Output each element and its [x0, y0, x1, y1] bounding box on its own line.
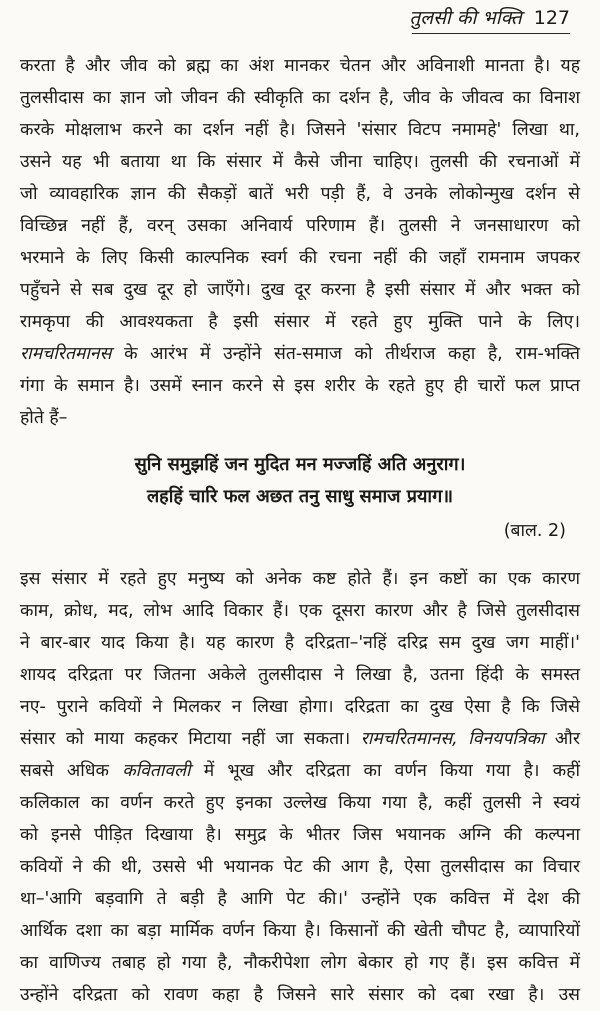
line-text: उन्होंने दरिद्रता को रावण कहा है जिसने सारे संसार को दबा रखा है। उस [20, 985, 580, 1005]
line-text: काम, क्रोध, मद, लोभ आदि विकार हैं। एक दूसरा कारण और है जिसे तुलसीदास [20, 601, 580, 621]
line-text: पहुँचने से सब दुख दूर हो जाएँगे। दुख दूर करना है इसी संसार में और भक्त को [20, 280, 580, 300]
line-text: रामकृपा की आवश्यकता है इसी संसार में रहते हुए मुक्ति पाने के लिए। [20, 312, 580, 332]
paragraph2-line-8 [20, 787, 580, 819]
paragraph2-line-11 [20, 883, 580, 915]
paragraph2-line-3 [20, 627, 580, 659]
paragraph2-line-2 [20, 595, 580, 627]
verse-line-1: सुनि समुझहिं जन मुदित मन मज्जहिं अति अनुराग। [134, 454, 466, 475]
line-text: को इनसे पीड़ित दिखाया है। समुद्र के भीतर जिस भयानक अग्नि की कल्पना [20, 825, 580, 845]
line-text: कलिकाल का वर्णन करते हुए इनका उल्लेख किया गया है, कहीं तुलसी ने स्वयं [20, 793, 580, 813]
paragraph1-line-5 [20, 178, 580, 210]
header-title: तुलसी की भक्ति [409, 7, 522, 29]
line-text: और [544, 729, 580, 749]
line-text: तुलसीदास का ज्ञान जो जीवन की स्वीकृति का दर्शन है, जीव के जीवत्व का विनाश [20, 88, 580, 108]
line-text: गंगा के समान है। उसमें स्नान करने से इस शरीर के रहते हुए ही चारों फल प्राप्त [20, 376, 580, 396]
line-text: था–'आगि बड़वागि ते बड़ी है आगि पेट की।' उन्होंने एक कवित्त में देश की [20, 889, 580, 909]
line-text: का वाणिज्य तबाह हो गया है, नौकरीपेशा लोग बेकार हो गए हैं। इस कवित्त में [20, 953, 580, 973]
line-text: कवियों ने की थी, उससे भी भयानक पेट की आग है, ऐसा तुलसीदास का विचार [20, 857, 580, 877]
line-text: भरमाने के लिए किसी काल्पनिक स्वर्ग की रचना नहीं की जहाँ रामनाम जपकर [20, 248, 580, 268]
line-text: ने बार-बार याद किया है। यह कारण है दरिद्रता–'नहिं दरिद्र सम दुख जग माहीं।' [20, 633, 580, 653]
book-title-italic: कवितावली [122, 761, 191, 781]
paragraph1-line-9 [20, 306, 580, 338]
book-titles-italic: रामचरितमानस, विनयपत्रिका [360, 729, 545, 749]
book-title-italic: रामचरितमानस [20, 344, 112, 364]
paragraph1-line-11 [20, 370, 580, 402]
line-text: करता है और जीव को ब्रह्म का अंश मानकर चेतन और अविनाशी मानता है। यह [20, 56, 580, 76]
paragraph1-line-3 [20, 114, 580, 146]
paragraph1-line-1 [20, 50, 580, 82]
paragraph2-line-13 [20, 947, 580, 979]
line-text: विच्छिन्न नहीं हैं, वरन् उसका अनिवार्य परिणाम हैं। तुलसी ने जनसाधारण को [20, 216, 580, 236]
line-text: नए- पुराने कवियों ने मिलकर न लिखा होगा। दरिद्रता का दुख ऐसा है कि जिसे [20, 697, 580, 717]
paragraph1-line-2 [20, 82, 580, 114]
paragraph1-line-4 [20, 146, 580, 178]
header-rule [412, 33, 570, 34]
verse-line-2: लहहिं चारि फल अछत तनु साधु समाज प्रयाग॥ [146, 486, 454, 507]
paragraph2-line-7 [20, 755, 580, 787]
line-text: इस संसार में रहते हुए मनुष्य को अनेक कष्ट होते हैं। इन कष्टों का एक कारण [20, 569, 580, 589]
line-text: में भूख और दरिद्रता का वर्णन किया गया है। कहीं [190, 761, 581, 781]
paragraph2-line-9 [20, 819, 580, 851]
paragraph1-line-12 [20, 402, 580, 434]
paragraph1-line-10 [20, 338, 580, 370]
paragraph1-line-8 [20, 274, 580, 306]
paragraph2-line-4 [20, 659, 580, 691]
running-header [409, 4, 570, 32]
paragraph2-line-14 [20, 979, 580, 1011]
paragraph2-line-12 [20, 915, 580, 947]
line-text: के आरंभ में उन्होंने संत-समाज को तीर्थराज कहा है, राम-भक्ति [111, 344, 580, 364]
line-text: होते हैं– [20, 408, 68, 428]
paragraph2-line-6 [20, 723, 580, 755]
paragraph1-line-7 [20, 242, 580, 274]
paragraph2-line-10 [20, 851, 580, 883]
line-text: जो व्यावहारिक ज्ञान की सैकड़ों बातें भरी पड़ी हैं, वे उनके लोकोन्मुख दर्शन से [20, 184, 580, 204]
paragraph2-line-5 [20, 691, 580, 723]
paragraph1-line-6 [20, 210, 580, 242]
line-text: शायद दरिद्रता पर जितना अकेले तुलसीदास ने लिखा है, उतना हिंदी के समस्त [20, 665, 580, 685]
line-text: सबसे अधिक [20, 761, 123, 781]
verse-reference: (बाल. 2) [503, 521, 566, 541]
paragraph2-line-1 [20, 563, 580, 595]
line-text: आर्थिक दशा का बड़ा मार्मिक वर्णन किया है। किसानों की खेती चौपट है, व्यापारियों [20, 921, 580, 941]
line-text: संसार को माया कहकर मिटाया नहीं जा सकता। [20, 729, 361, 749]
line-text: उसने यह भी बताया था कि संसार में कैसे जीना चाहिए। तुलसी की रचनाओं में [20, 152, 580, 172]
line-text: करके मोक्षलाभ करने का दर्शन नहीं है। जिसने 'संसार विटप नमामहे' लिखा था, [20, 120, 580, 140]
page-number: 127 [533, 7, 570, 29]
